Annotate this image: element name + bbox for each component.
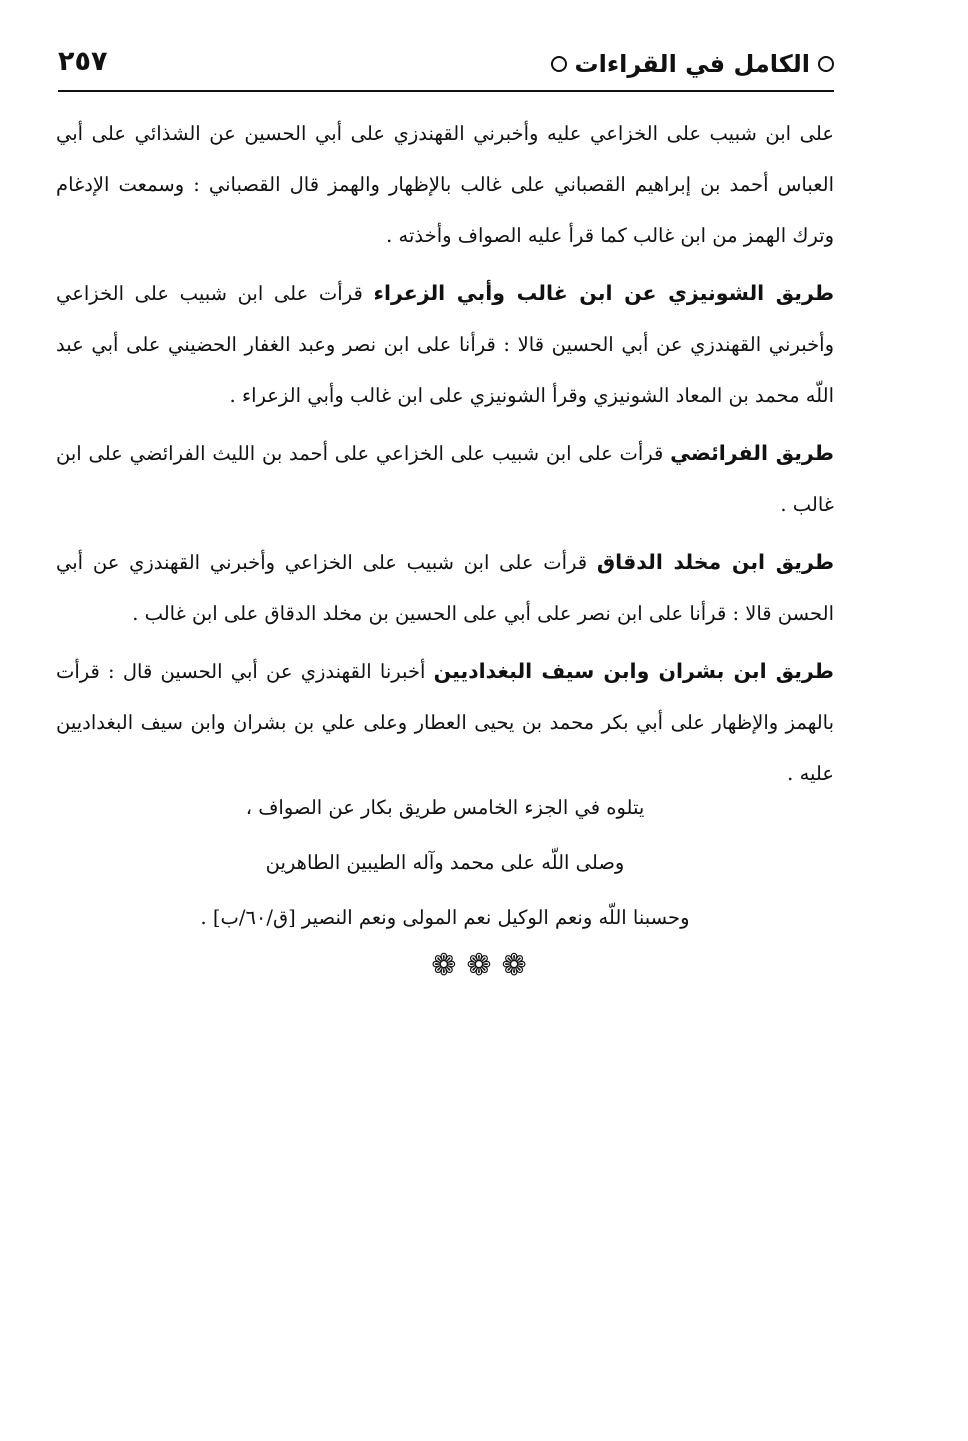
circle-ornament-icon — [818, 56, 834, 72]
paragraph-text: قرأت على ابن شبيب على الخزاعي على أحمد بن الليث الفرائضي على ابن غالب . — [56, 442, 834, 516]
paragraph-text: أخبرنا القهندزي عن أبي الحسين قال : قرأت بالهمز والإظهار على أبي بكر محمد بن يحيى العطار وعلى علي بن بشران وابن سيف البغداديين عليه . — [56, 660, 834, 785]
section-heading: طريق ابن بشران وابن سيف البغداديين — [433, 659, 834, 683]
paragraph — [56, 428, 834, 530]
running-title — [551, 50, 834, 78]
page-header — [58, 40, 834, 92]
flower-ornament-icon: ❁❁❁ — [431, 948, 537, 983]
main-text — [56, 108, 834, 806]
paragraph-text: على ابن شبيب على الخزاعي عليه وأخبرني القهندزي على أبي الحسين عن الشذائي على أبي العباس أحمد بن إبراهيم القصباني على غالب بالإظهار والهمز قال القصباني : وسمعت الإدغام وترك الهمز من ابن غالب كما قرأ عليه الصواف وأخذته . — [56, 122, 834, 247]
section-heading: طريق الشونيزي عن ابن غالب وأبي الزعراء — [373, 281, 834, 305]
page-number: ٢٥٧ — [58, 46, 108, 77]
paragraph — [56, 537, 834, 639]
colophon-line: يتلوه في الجزء الخامس طريق بكار عن الصواف ، — [245, 796, 645, 819]
paragraph — [56, 268, 834, 421]
closing-colophon — [56, 780, 834, 945]
section-heading: طريق الفرائضي — [670, 441, 834, 465]
section-heading: طريق ابن مخلد الدقاق — [596, 550, 835, 574]
paragraph-text: قرأت على ابن شبيب على الخزاعي وأخبرني القهندزي عن أبي الحسن قالا : قرأنا على ابن نصر على أبي على الحسين بن مخلد الدقاق على ابن غالب . — [56, 551, 834, 625]
paragraph — [56, 646, 834, 799]
circle-ornament-icon — [551, 56, 567, 72]
colophon-line: وحسبنا اللّه ونعم الوكيل نعم المولى ونعم النصير [ق/٦٠/ب] . — [200, 906, 690, 929]
paragraph — [56, 108, 834, 261]
book-title: الكامل في القراءات — [574, 50, 810, 78]
paragraph-text: قرأت على ابن شبيب على الخزاعي وأخبرني القهندزي عن أبي الحسين قالا : قرأنا على ابن نصر وعبد الغفار الحضيني على أبي عبد اللّه محمد بن المعاد الشونيزي وقرأ الشونيزي على ابن غالب وأبي الزعراء . — [56, 282, 834, 407]
colophon-line: وصلى اللّه على محمد وآله الطيبين الطاهرين — [265, 851, 625, 874]
